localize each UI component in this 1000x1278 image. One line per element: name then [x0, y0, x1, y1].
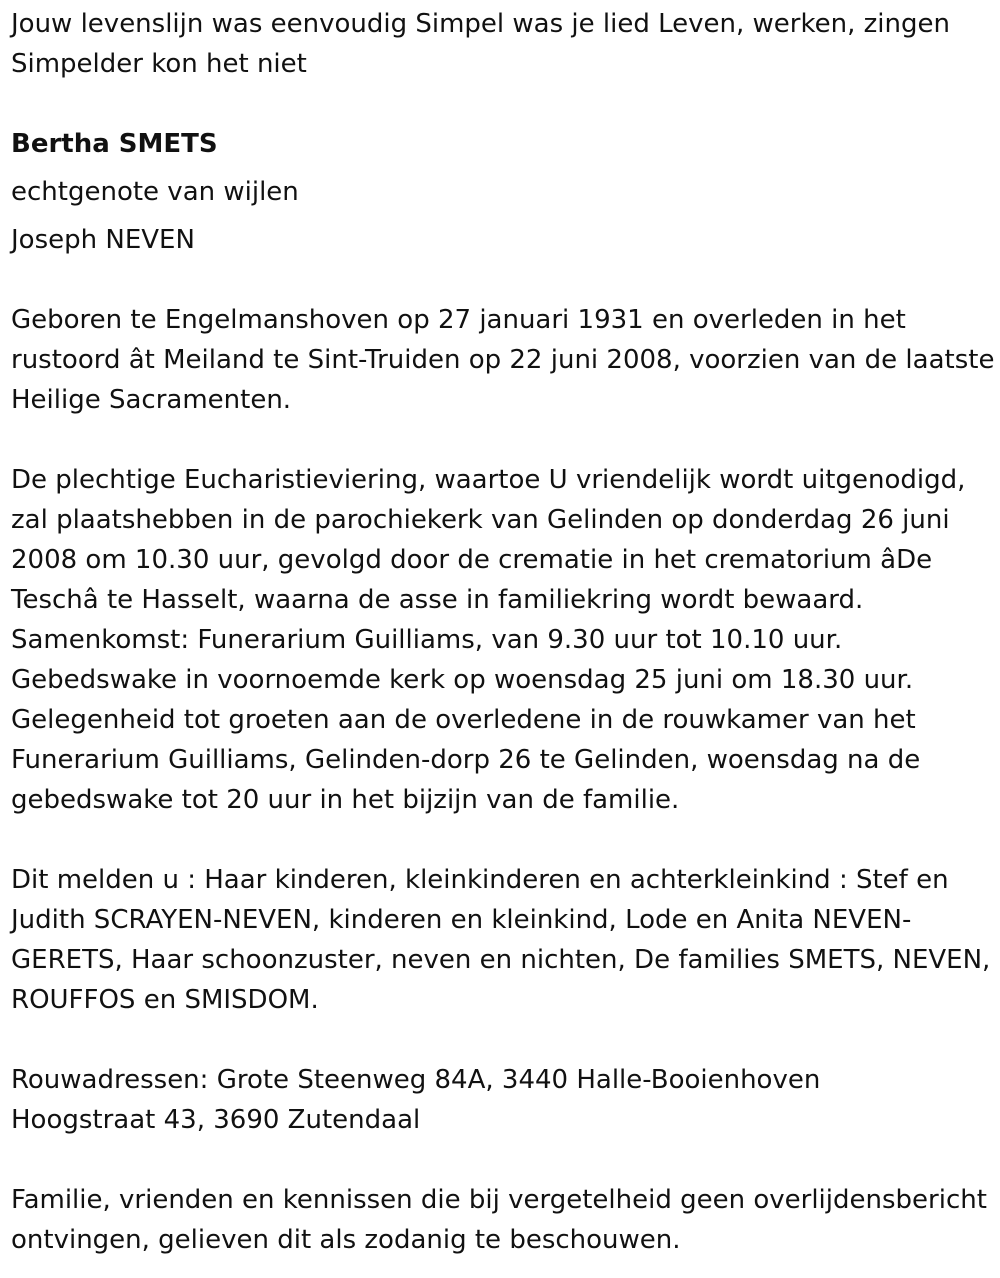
relation-text: echtgenote van wijlen	[11, 177, 299, 207]
spacer	[11, 420, 996, 460]
closing-paragraph: Familie, vrienden en kennissen die bij vergetelheid geen overlijdensbericht ontvingen, gelieven dit als zodanig te beschouwen.	[11, 1185, 987, 1255]
motto-text: Jouw levenslijn was eenvoudig Simpel was je lied Leven, werken, zingen Simpelder kon het niet	[11, 9, 950, 79]
announcers-paragraph: Dit melden u : Haar kinderen, kleinkinderen en achterkleinkind : Stef en Judith SCRAYEN-NEVEN, kinderen en kleinkind, Lode en Anita NEVEN-GERETS, Haar schoonzuster, neven en nichten, De families SMETS, NEVEN, ROUFFOS en SMISDOM.	[11, 865, 991, 1015]
deceased-name: Bertha SMETS	[11, 129, 218, 159]
spacer	[11, 84, 996, 124]
address-line-1: Rouwadressen: Grote Steenweg 84A, 3440 Halle-Booienhoven	[11, 1065, 821, 1095]
spouse-name: Joseph NEVEN	[11, 225, 195, 255]
spacer	[11, 260, 996, 300]
address-line-2: Hoogstraat 43, 3690 Zutendaal	[11, 1105, 421, 1135]
spacer	[11, 1020, 996, 1060]
spacer	[11, 1140, 996, 1180]
birth-death-paragraph: Geboren te Engelmanshoven op 27 januari 1931 en overleden in het rustoord ât Meiland te Sint-Truiden op 22 juni 2008, voorzien van de laatste Heilige Sacramenten.	[11, 305, 995, 415]
spacer	[11, 820, 996, 860]
ceremony-paragraph: De plechtige Eucharistieviering, waartoe U vriendelijk wordt uitgenodigd, zal plaatshebben in de parochiekerk van Gelinden op donderdag 26 juni 2008 om 10.30 uur, gevolgd door de crematie in het crematorium âDe Teschâ te Hasselt, waarna de asse in familiekring wordt bewaard. Samenkomst: Funerarium Guilliams, van 9.30 uur tot 10.10 uur. Gebedswake in voornoemde kerk op woensdag 25 juni om 18.30 uur. Gelegenheid tot groeten aan de overledene in de rouwkamer van het Funerarium Guilliams, Gelinden-dorp 26 te Gelinden, woensdag na de gebedswake tot 20 uur in het bijzijn van de familie.	[11, 465, 966, 815]
obituary-document	[11, 4, 996, 1260]
